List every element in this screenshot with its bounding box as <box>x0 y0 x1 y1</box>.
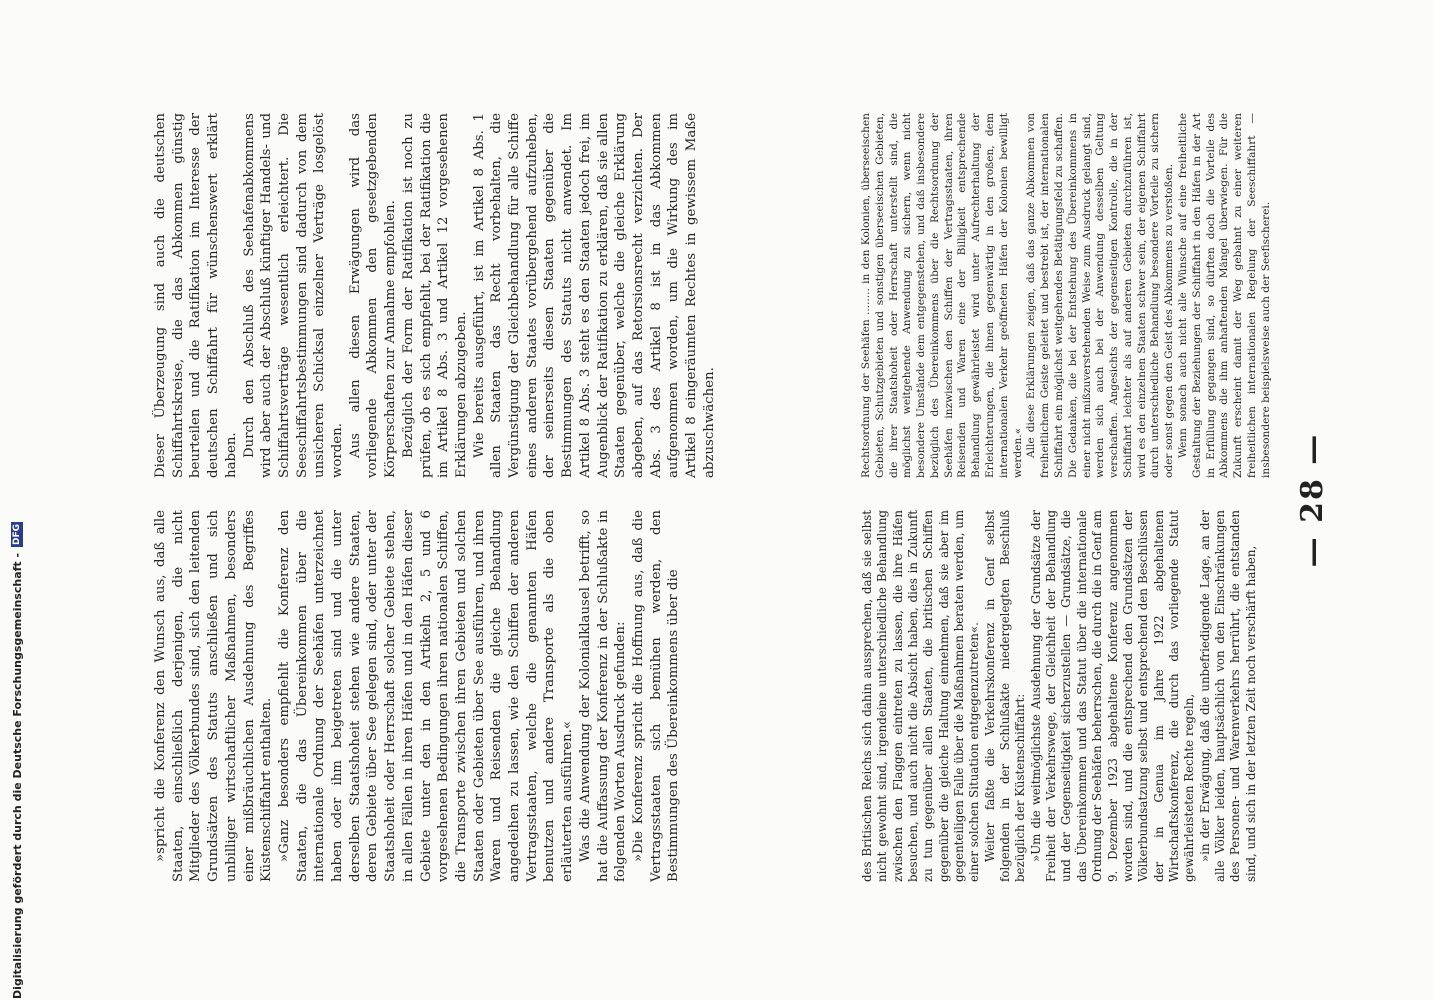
page-number: — 28 — <box>1295 432 1330 568</box>
column-lower-right <box>152 113 852 478</box>
paragraph: Dieser Überzeugung sind auch die deutschen Schiffahrtskreise, die das Abkommen günstig beurteilen und die Ratifikation im Interesse der deutschen Schiffahrt für wünschenswert erklärt haben. <box>153 113 239 478</box>
paragraph: »Die Konferenz spricht die Hoffnung aus, daß die Vertragsstaaten sich bemühen werden, den Bestimmungen des Übereinkommens über die <box>630 510 682 882</box>
paragraph: »in der Erwägung, daß die unbefriedigende Lage, an der alle Völker leiden, hauptsächlich von den Einschränkungen des Personen- und Warenverkehrs herrührt, die entstanden sind, und sich in der letzten Zeit noch verschärft haben, <box>1197 510 1258 882</box>
credit-text: Digitalisierung gefördert durch die Deutsche Forschungsgemeinschaft - <box>10 552 24 999</box>
paragraph: Wenn sonach auch nicht alle Wünsche auf eine freiheitliche Gestaltung der Beziehungen der Schiffahrt in den Häfen in der Art in Erfüllung gegangen sind, so dürften doch die Vorteile des Abkommens die ihm anhaftenden Mängel überwiegen. Für die Zukunft erscheint damit der Weg gebahnt zu einer weiteren freiheitlichen internationalen Regelung der Seeschiffahrt — insbesondere beispielsweise auch der Seefischerei. <box>1176 113 1272 478</box>
paragraph: Rechtsordnung der Seehäfen ........ in den Kolonien, überseeischen Gebieten, Schutzgebieten und sonstigen überseeischen Gebieten, die ihrer Staatshoheit oder Herrschaft unterstellt sind, die möglichst weitgehende Anwendung zu sichern, wenn nicht besondere Umstände dem entgegenstehen, und daß insbesondere bezüglich des Übereinkommens über die Rechtsordnung der Seehäfen inzwischen den Schiffen der Vertragsstaaten, ihren Reisenden und Waren eine der Billigkeit entsprechende Behandlung gewährleistet wird unter Aufrechterhaltung der Erleichterungen, die ihnen gegenwärtig in den großen, dem internationalen Verkehr geöffneten Häfen der Kolonien bewilligt werden.« <box>860 113 1024 478</box>
column-upper-right <box>860 113 1280 478</box>
column-upper-left <box>860 510 1280 882</box>
paragraph: des Britischen Reichs sich dahin aussprechen, daß sie selbst nicht gewohnt sind, irgendeine unterschiedliche Behandlung zwischen den Flaggen eintreten zu lassen, die ihre Häfen besuchen, und auch nicht die Absicht haben, dies in Zukunft zu tun gegenüber allen Staaten, die britischen Schiffen gegenüber die gleiche Haltung einnehmen, daß sie aber im gegenteiligen Falle über die Maßnahmen beraten werden, um einer solchen Situation entgegenzutreten«. <box>860 510 982 882</box>
paragraph: Alle diese Erklärungen zeigen, daß das ganze Abkommen von freiheitlichem Geiste geleitet und bestrebt ist, der internationalen Schiffahrt ein möglichst weitgehendes Betätigungsfeld zu schaffen. Die Gedanken, die bei der Entstehung des Übereinkommens in einer nicht mißzuverstehenden Weise zum Ausdruck gelangt sind, werden sich auch bei der Anwendung desselben Geltung verschaffen. Angesichts der gegenseitigen Kontrolle, die in der Schiffahrt leichter als auf anderen Gebieten durchzuführen ist, wird es den einzelnen Staaten schwer sein, der eigenen Schiffahrt durch unterschiedliche Behandlung besondere Vorteile zu sichern oder sonst gegen den Geist des Abkommens zu verstoßen. <box>1025 113 1176 478</box>
paragraph: Bezüglich der Form der Ratifikation ist noch zu prüfen, ob es sich empfiehlt, bei der Ratifikation die im Artikel 8 Abs. 3 und Artikel 12 vorgesehenen Erklärungen abzugeben. <box>400 113 469 478</box>
dfg-logo: DFG <box>12 523 22 545</box>
paragraph: Aus allen diesen Erwägungen wird das vorliegende Abkommen den gesetzgebenden Körperschaften zur Annahme empfohlen. <box>347 113 399 478</box>
paragraph: Was die Anwendung der Kolonialklausel betrifft, so hat die Auffassung der Konferenz in der Schlußakte in folgenden Worten Ausdruck gefunden: <box>577 510 629 882</box>
paragraph: Wie bereits ausgeführt, ist im Artikel 8 Abs. 1 allen Staaten das Recht vorbehalten, die Vergünstigung der Gleichbehandlung für alle Schiffe eines anderen Staates vorübergehend aufzuheben, der seinerseits diesen Staaten gegenüber die Bestimmungen des Statuts nicht anwendet. Im Artikel 8 Abs. 3 steht es den Staaten jedoch frei, im Augenblick der Ratifikation zu erklären, daß sie allen Staaten gegenüber, welche die gleiche Erklärung abgeben, auf das Retorsionsrecht verzichten. Der Abs. 3 des Artikel 8 ist in das Abkommen aufgenommen worden, um die Wirkung des im Artikel 8 eingeräumten Rechtes in gewissem Maße abzuschwächen. <box>471 113 717 478</box>
paragraph: Weiter faßte die Verkehrskonferenz in Genf selbst folgenden in der Schlußakte niedergelegten Beschluß bezüglich der Küstenschiffahrt: <box>982 510 1028 882</box>
paragraph: »Ganz besonders empfiehlt die Konferenz den Staaten, die das Übereinkommen über die internationale Ordnung der Seehäfen unterzeichnet haben oder ihm beigetreten sind und die unter derselben Staatshoheit stehen wie andere Staaten, deren Gebiete über See gelegen sind, oder unter der Staatshoheit oder Herrschaft solcher Gebiete stehen, in allen Fällen in ihren Häfen und in den Häfen dieser Gebiete unter den in den Artikeln 2, 5 und 6 vorgesehenen Bedingungen ihren nationalen Schiffen, die Transporte zwischen ihren Gebieten und solchen Staaten oder Gebieten über See ausführen, und ihren Waren und Reisenden die gleiche Behandlung angedeihen zu lassen, wie den Schiffen der anderen Vertragsstaaten, welche die genannten Häfen benutzen und andere Transporte als die oben erläuterten ausführen.« <box>276 510 576 882</box>
paragraph: »Um die weitmöglichste Ausdehnung der Grundsätze der Freiheit der Verkehrswege, der Gleichheit der Behandlung und der Gegenseitigkeit sicherzustellen — Grundsätze, die das Übereinkommen und das Statut über die internationale Ordnung der Seehäfen beherrschen, die durch die in Genf am 9. Dezember 1923 abgehaltene Konferenz angenommen worden sind, und die entsprechend den Grundsätzen der Völkerbundsatzung selbst und entsprechend den Beschlüssen der in Genua im Jahre 1922 abgehaltenen Wirtschaftskonferenz, die durch das vorliegende Statut gewährleisteten Rechte regeln, <box>1028 510 1197 882</box>
paragraph: Durch den Abschluß des Seehafenabkommens wird aber auch der Abschluß künftiger Handels- und Schiffahrtsverträge wesentlich erleichtert. Die Seeschiffahrtsbestimmungen sind dadurch von dem unsicheren Schicksal einzelner Verträge losgelöst worden. <box>241 113 346 478</box>
paragraph: »spricht die Konferenz den Wunsch aus, daß alle Staaten, einschließlich derjenigen, die nicht Mitglieder des Völkerbundes sind, sich den leitenden Grundsätzen des Statuts anschließen und sich unbilliger wirtschaftlicher Maßnahmen, besonders einer mißbräuchlichen Ausdehnung des Begriffes Küstenschiffahrt enthalten. <box>153 510 275 882</box>
column-lower-left <box>152 510 852 882</box>
digitization-credit <box>10 5 24 999</box>
